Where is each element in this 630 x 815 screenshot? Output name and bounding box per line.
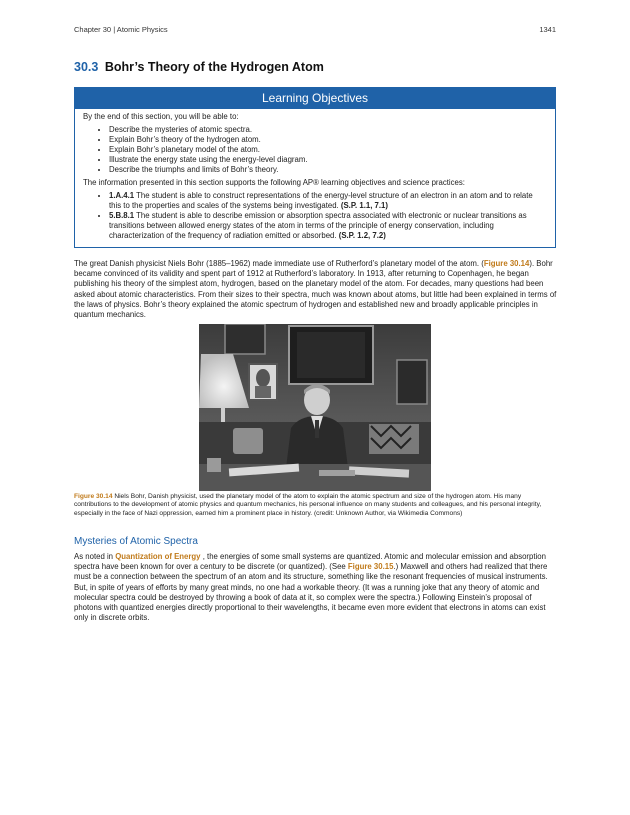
chapter-label: Chapter 30 | Atomic Physics — [74, 25, 168, 34]
ap-text: The student is able to construct representations of the energy-level structure of an electron in an atom and to relate this to the properties and scales of the systems being investigated. — [109, 191, 533, 211]
objectives-intro: By the end of this section, you will be able to: — [83, 112, 239, 121]
objective-item: • Describe the mysteries of atomic spectra. — [109, 125, 547, 135]
running-header — [74, 25, 556, 34]
ap-objectives-list — [109, 191, 547, 241]
page-number: 1341 — [539, 25, 556, 34]
ap-intro: The information presented in this section supports the following AP® learning objectives and science practices: — [83, 178, 465, 188]
figure-label: Figure 30.14 — [74, 493, 113, 500]
spectra-text-3: .) Maxwell and others had realized that there must be a connection between the spectrum of an atom and its structure, something like the resonant frequencies of musical instruments. But, in spite of years of efforts by many great minds, no one had a workable theory. (It was a running joke that any theory of atomic and molecular spectra could be destroyed by throwing a book of data at it, so complex were the spectra.) Following Einstein’s proposal of photons with quantized energies directly proportional to their wavelengths, it became even more evident that electrons in atoms can exist only in discrete orbits. — [74, 562, 548, 623]
figure-caption — [74, 493, 558, 518]
ap-practice: (S.P. 1.1, 7.1) — [340, 201, 388, 211]
bohr-photo-illustration — [199, 324, 431, 491]
ap-code: 5.B.8.1 — [109, 211, 135, 221]
objective-item: • Explain Bohr’s planetary model of the atom. — [109, 145, 547, 155]
ap-objective-item — [109, 211, 547, 241]
learning-objectives-heading: Learning Objectives — [75, 88, 555, 109]
intro-text-1: The great Danish physicist Niels Bohr (1885–1962) made immediate use of Rutherford’s planetary model of the atom. ( — [74, 259, 484, 268]
ap-code: 1.A.4.1 — [109, 191, 135, 201]
figure-link-30-15[interactable]: Figure 30.15 — [347, 562, 394, 572]
section-title-text: Bohr’s Theory of the Hydrogen Atom — [104, 60, 324, 74]
caption-text: Niels Bohr, Danish physicist, used the planetary model of the atom to explain the atomic spectrum and size of the hydrogen atom. His many contributions to the development of atomic physics and quantum mechanics, his personal influence on many students and colleagues, and his personal integrity, especially in the face of Nazi oppression, earned him a prominent place in history. (credit: Unknown Author, via Wikimedia Commons) — [74, 493, 542, 517]
subsection-title: Mysteries of Atomic Spectra — [74, 536, 198, 547]
quantization-link[interactable]: Quantization of Energy — [115, 552, 201, 561]
objectives-list — [109, 125, 547, 175]
objective-item: • Illustrate the energy state using the energy-level diagram. — [109, 155, 547, 165]
ap-objective-item — [109, 191, 547, 211]
ap-text: The student is able to describe emission or absorption spectra associated with electronic or nuclear transitions as transitions between allowed energy states of the atom in terms of the principle of energy conservation, including characterization of the frequency of radiation emitted or absorbed. — [109, 211, 527, 240]
section-title — [74, 60, 324, 74]
spectra-text-2: , the energies of some small systems are quantized. Atomic and molecular emission and absorption spectra have been known for over a century to be discrete (or quantized). (See — [74, 552, 546, 572]
intro-text-2: ). Bohr became convinced of its validity and spent part of 1912 at Rutherford’s laboratory. In 1913, after returning to Copenhagen, he began publishing his theory of the simplest atom, hydrogen, based on the planetary model of the atom. For decades, many questions had been asked about atomic characteristics. From their sizes to their spectra, much was known about atoms, but little had been explained in terms of the laws of physics. Bohr’s theory explained the atomic spectrum of hydrogen and established new and broadly applicable principles in quantum mechanics. — [74, 259, 557, 320]
intro-paragraph — [74, 259, 558, 320]
section-number: 30.3 — [74, 60, 99, 74]
objective-item: • Describe the triumphs and limits of Bohr’s theory. — [109, 165, 547, 175]
figure-link[interactable]: Figure 30.14 — [483, 259, 530, 268]
spectra-paragraph — [74, 552, 558, 623]
spectra-text-1: As noted in — [74, 552, 116, 561]
learning-objectives-box — [74, 87, 556, 248]
objective-item: • Explain Bohr’s theory of the hydrogen atom. — [109, 135, 547, 145]
ap-practice: (S.P. 1.2, 7.2) — [338, 230, 386, 240]
bohr-photo — [199, 324, 431, 491]
